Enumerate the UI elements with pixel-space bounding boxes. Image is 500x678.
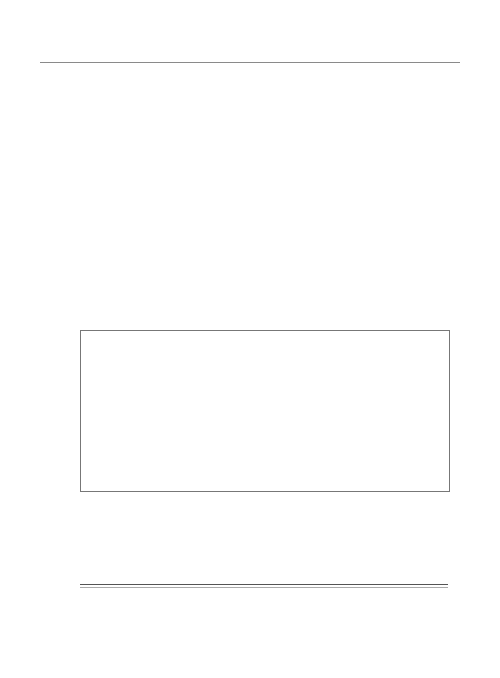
explanation-rule [80, 584, 448, 585]
question-text [73, 293, 473, 307]
explanation-rule-thin [80, 587, 448, 588]
statements-box [80, 330, 450, 492]
header-rule [40, 62, 460, 63]
